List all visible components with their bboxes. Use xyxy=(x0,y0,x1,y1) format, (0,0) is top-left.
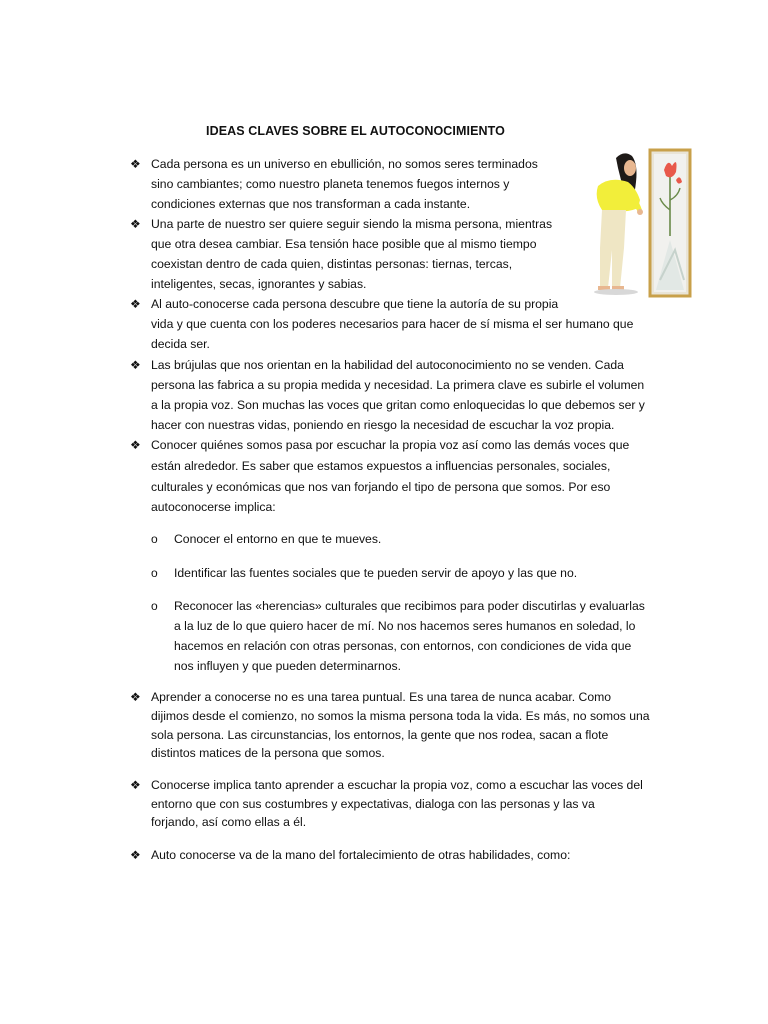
paragraph-3-line-1: Al auto-conocerse cada persona descubre que tiene la autoría de su propia xyxy=(151,297,559,311)
paragraph-5-line-4: autoconocerse implica: xyxy=(151,500,276,514)
paragraph-4-line-3: a la propia voz. Son muchas las voces que gritan como enloquecidas lo que debemos ser y xyxy=(151,398,645,412)
bullet-icon: ❖ xyxy=(130,297,141,311)
paragraph-7-line-2: entorno que con sus costumbres y expectativas, dialoga con las personas y las va xyxy=(151,797,595,811)
paragraph-7-line-3: forjando, así como ellas a él. xyxy=(151,815,307,829)
paragraph-4-line-2: persona las fabrica a su propia medida y necesidad. La primera clave es subirle el volumen xyxy=(151,378,645,392)
woman-mirror-illustration xyxy=(580,140,702,302)
bullet-icon: ❖ xyxy=(130,690,141,704)
paragraph-3-line-2: vida y que cuenta con los poderes necesarios para hacer de sí misma el ser humano que xyxy=(151,317,634,331)
sub-item-2-line-1: Identificar las fuentes sociales que te pueden servir de apoyo y las que no. xyxy=(174,566,578,580)
sub-item-3-line-3: hacemos en relación con otras personas, con entornos, con condiciones de vida que xyxy=(174,639,632,653)
paragraph-1-line-1: Cada persona es un universo en ebullición, no somos seres terminados xyxy=(151,157,538,171)
paragraph-6-line-3: sola persona. Las circunstancias, los entornos, la gente que nos rodea, sacan a flote xyxy=(151,728,609,742)
sub-item-3-line-1: Reconocer las «herencias» culturales que recibimos para poder discutirlas y evaluarlas xyxy=(174,599,645,613)
paragraph-6-line-1: Aprender a conocerse no es una tarea puntual. Es una tarea de nunca acabar. Como xyxy=(151,690,612,704)
sub-item-3-line-4: nos influyen y que pueden determinarnos. xyxy=(174,659,401,673)
sub-item-3-line-2: a la luz de lo que quiero hacer de mí. No nos hacemos seres humanos en soledad, lo xyxy=(174,619,636,633)
paragraph-2-line-2: que otra desea cambiar. Esa tensión hace posible que al mismo tiempo xyxy=(151,237,537,251)
bullet-icon: ❖ xyxy=(130,358,141,372)
paragraph-4-line-1: Las brújulas que nos orientan en la habilidad del autoconocimiento no se venden. Cada xyxy=(151,358,624,372)
bullet-icon: ❖ xyxy=(130,157,141,171)
paragraph-5-line-1: Conocer quiénes somos pasa por escuchar la propia voz así como las demás voces que xyxy=(151,438,630,452)
paragraph-8-line-1: Auto conocerse va de la mano del fortalecimiento de otras habilidades, como: xyxy=(151,848,571,862)
paragraph-6-line-2: dijimos desde el comienzo, no somos la misma persona toda la vida. Es más, no somos una xyxy=(151,709,650,723)
bullet-icon: ❖ xyxy=(130,778,141,792)
paragraph-4-line-4: hacer con nuestras vidas, poniendo en riesgo la necesidad de escuchar la voz propia. xyxy=(151,418,615,432)
document-title: IDEAS CLAVES SOBRE EL AUTOCONOCIMIENTO xyxy=(206,124,505,138)
sub-bullet-icon: o xyxy=(151,566,158,580)
bullet-icon: ❖ xyxy=(130,848,141,862)
paragraph-7-line-1: Conocerse implica tanto aprender a escuchar la propia voz, como a escuchar las voces del xyxy=(151,778,643,792)
sub-bullet-icon: o xyxy=(151,599,158,613)
paragraph-5-line-3: culturales y económicas que nos van forjando el tipo de persona que somos. Por eso xyxy=(151,480,611,494)
woman-figure-icon xyxy=(594,153,643,295)
bullet-icon: ❖ xyxy=(130,438,141,452)
paragraph-3-line-3: decida ser. xyxy=(151,337,210,351)
paragraph-2-line-3: coexistan dentro de cada quien, distintas personas: tiernas, tercas, xyxy=(151,257,513,271)
bullet-icon: ❖ xyxy=(130,217,141,231)
sub-bullet-icon: o xyxy=(151,532,158,546)
paragraph-2-line-1: Una parte de nuestro ser quiere seguir siendo la misma persona, mientras xyxy=(151,217,553,231)
sub-item-1-line-1: Conocer el entorno en que te mueves. xyxy=(174,532,382,546)
paragraph-2-line-4: inteligentes, secas, ignorantes y sabias. xyxy=(151,277,367,291)
paragraph-1-line-3: condiciones externas que nos transforman a cada instante. xyxy=(151,197,471,211)
paragraph-1-line-2: sino cambiantes; como nuestro planeta tenemos fuegos internos y xyxy=(151,177,510,191)
paragraph-5-line-2: están alrededor. Es saber que estamos expuestos a influencias personales, sociales, xyxy=(151,459,611,473)
paragraph-6-line-4: distintos matices de la persona que somos. xyxy=(151,746,385,760)
